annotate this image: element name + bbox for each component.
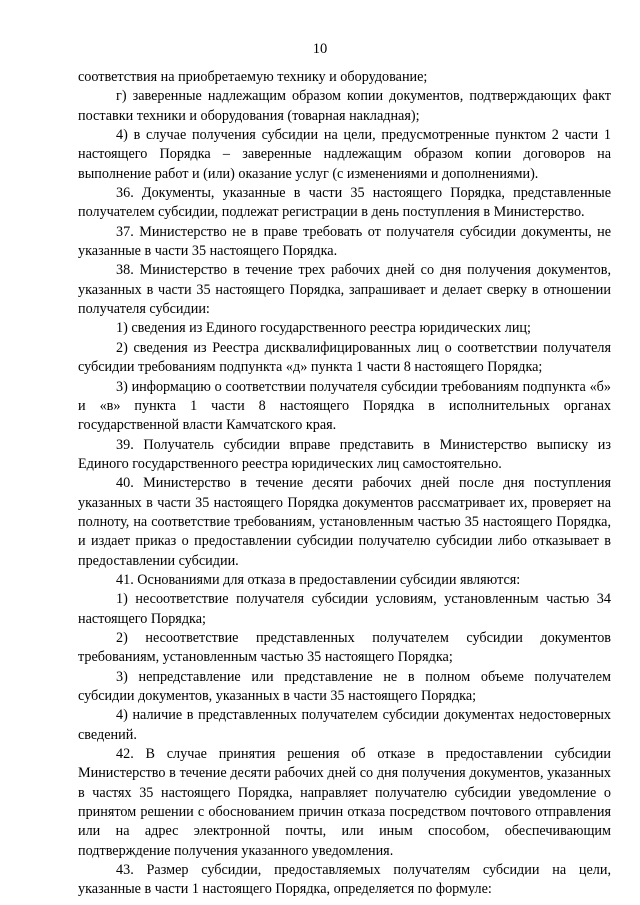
paragraph: 38. Министерство в течение трех рабочих дней со дня получения документов, указанных в части 35 настоящего Порядка, запрашивает и делает сверку в отношении получателя субсидии: (78, 262, 611, 318)
document-body (78, 68, 611, 900)
paragraph: 42. В случае принятия решения об отказе в предоставлении субсидии Министерство в течение десяти рабочих дней со дня получения документов, указанных в частях 35 настоящего Порядка, направляет получателю субсидии уведомление о принятом решении с обоснованием причин отказа посредством почтового отправления или на адрес электронной почты, или иным способом, обеспечивающим подтверждение получения указанного уведомления. (78, 746, 611, 859)
paragraph: 43. Размер субсидии, предоставляемых получателям субсидии на цели, указанные в части 1 настоящего Порядка, определяется по формуле: (78, 862, 611, 898)
paragraph: 37. Министерство не в праве требовать от получателя субсидии документы, не указанные в части 35 настоящего Порядка. (78, 223, 611, 260)
paragraph: 40. Министерство в течение десяти рабочих дней после дня поступления указанных в части 35 настоящего Порядка документов рассматривает их, проверяет на полноту, на соответствие требованиям, установленным частью 35 настоящего Порядка, и издает приказ о предоставлении субсидии получателю субсидии либо отказывает в предоставлении субсидии. (78, 475, 611, 569)
paragraph: 3) информацию о соответствии получателя субсидии требованиям подпункта «б» и «в» пункта 1 части 8 настоящего Порядка в исполнительных органах государственной власти Камчатского края. (78, 378, 611, 434)
paragraph: 1) сведения из Единого государственного реестра юридических лиц; (116, 320, 531, 337)
paragraph: соответствия на приобретаемую технику и оборудование; (78, 69, 428, 85)
paragraph: 4) в случае получения субсидии на цели, предусмотренные пунктом 2 части 1 настоящего Порядка – заверенные надлежащим образом копии договоров на выполнение работ и (или) оказание услуг (с изменениями и дополнениями). (78, 127, 611, 182)
paragraph: 39. Получатель субсидии вправе представить в Министерство выписку из Единого государственного реестра юридических лиц самостоятельно. (78, 436, 611, 472)
paragraph: 1) несоответствие получателя субсидии условиям, установленным частью 34 настоящего Порядка; (78, 591, 611, 627)
paragraph: 4) наличие в представленных получателем субсидии документах недостоверных сведений. (78, 707, 611, 743)
page-number: 10 (312, 41, 328, 57)
paragraph: 2) несоответствие представленных получателем субсидии документов требованиям, установленным частью 35 настоящего Порядка; (78, 629, 611, 666)
paragraph: 2) сведения из Реестра дисквалифицированных лиц о соответствии получателя субсидии требованиям подпункта «д» пункта 1 части 8 настоящего Порядка; (78, 339, 611, 376)
paragraph: г) заверенные надлежащим образом копии документов, подтверждающих факт поставки техники и оборудования (товарная накладная); (78, 88, 611, 124)
paragraph: 3) непредставление или представление не в полном объеме получателем субсидии документов, указанных в части 35 настоящего Порядка; (78, 668, 611, 704)
paragraph: 36. Документы, указанные в части 35 настоящего Порядка, представленные получателем субсидии, подлежат регистрации в день поступления в Министерство. (78, 185, 611, 221)
paragraph: 41. Основаниями для отказа в предоставлении субсидии являются: (116, 571, 521, 588)
